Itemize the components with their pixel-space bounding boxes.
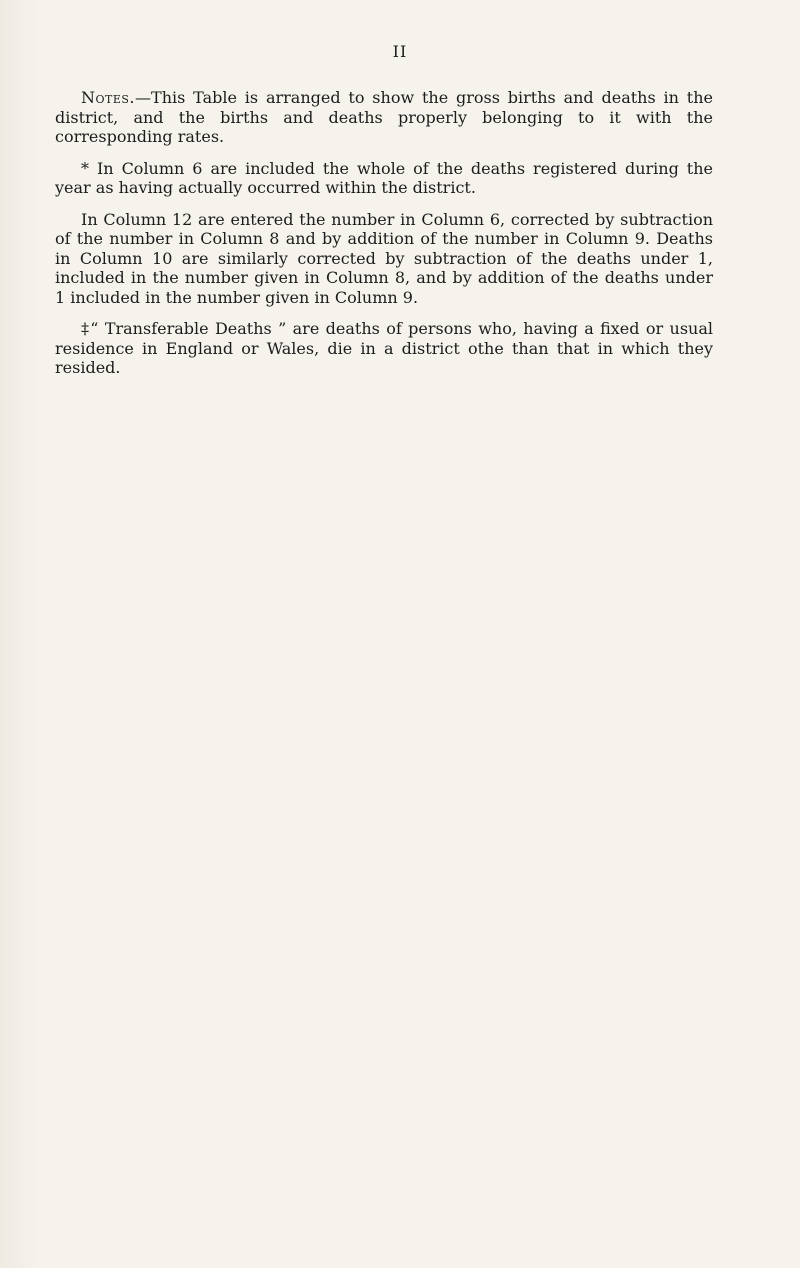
page-number: II [392,42,408,61]
notes-paragraph-1 [55,88,713,147]
notes-paragraph-4: ‡“ Transferable Deaths ” are deaths of persons who, having a fixed or usual residence in England or Wales, die in a district othe than that in which they resided. [55,319,713,377]
notes-lead: Notes. [81,88,136,107]
notes-paragraph-2: * In Column 6 are included the whole of the deaths registered during the year as having actually occurred within the district. [55,158,713,197]
notes-paragraph-1-text: —This Table is arranged to show the gross births and deaths in the district, and the births and deaths properly belonging to it with the corresponding rates. [55,88,713,146]
notes-paragraph-3: In Column 12 are entered the number in Column 6, corrected by subtraction of the number in Column 8 and by addition of the number in Column 9. Deaths in Column 10 are similarly corrected by subtraction of the deaths under 1, included in the number given in Column 8, and by addition of the deaths under 1 included in the number given in Column 9. [55,209,713,307]
notes-section [55,88,713,390]
